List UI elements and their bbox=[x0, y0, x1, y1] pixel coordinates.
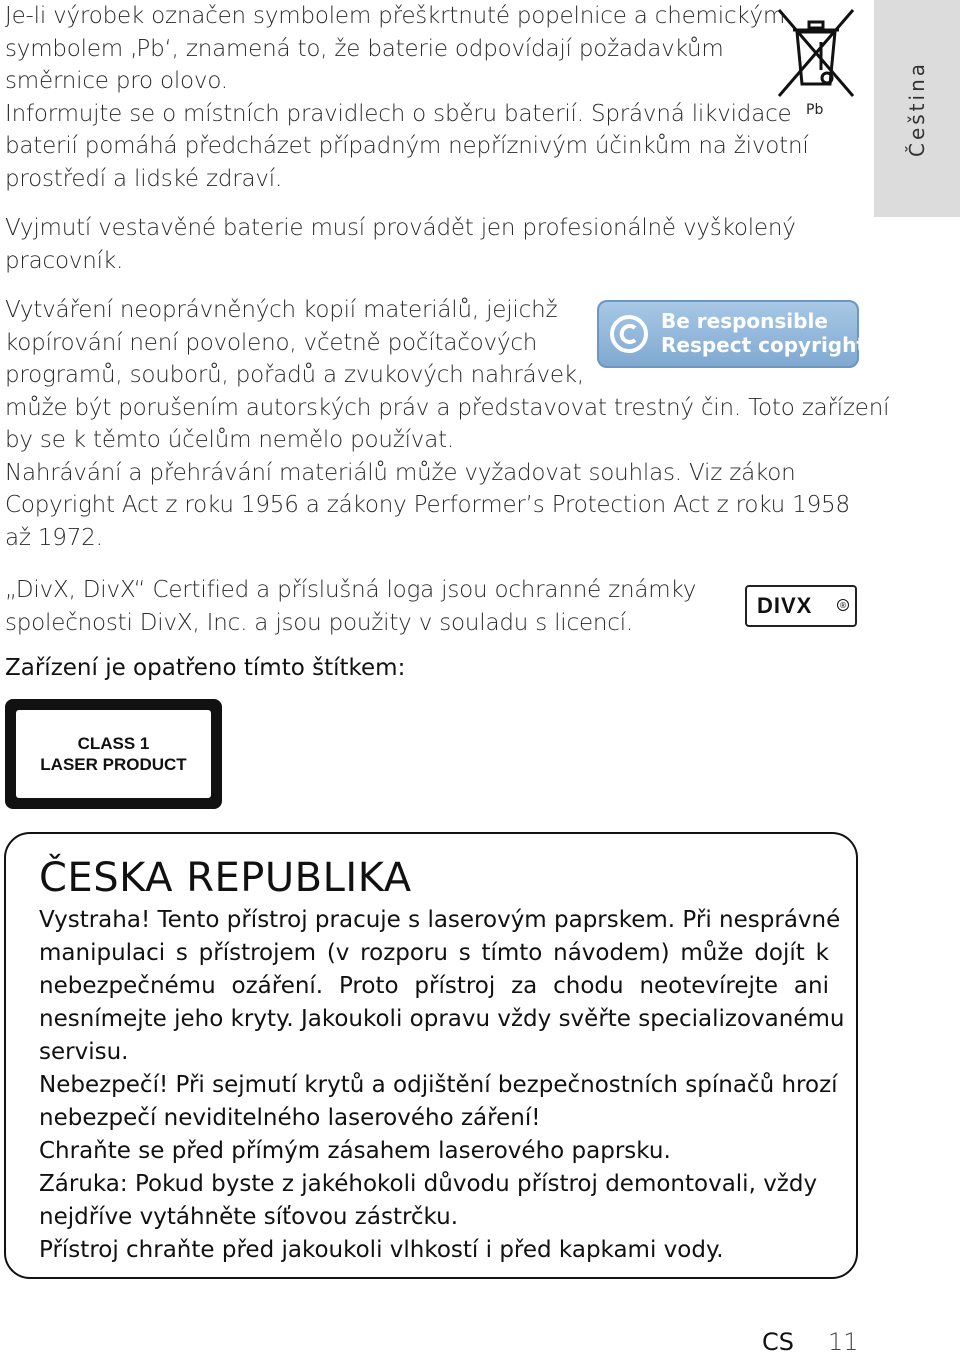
word: přístroj bbox=[414, 973, 496, 999]
copyright-line: kopírování není povoleno, včetně počítačových bbox=[5, 329, 538, 356]
pb-symbol-label: Pb bbox=[806, 102, 824, 118]
divx-paragraph bbox=[5, 574, 725, 639]
warning-line: Přístroj chraňte před jakoukoli vlhkostí i před kapkami vody. bbox=[39, 1237, 724, 1263]
recycling-line: směrnice pro olovo. bbox=[5, 68, 228, 94]
word: ani bbox=[793, 973, 829, 999]
copyright-circle-icon bbox=[609, 314, 649, 354]
recycling-line: Je-li výrobek označen symbolem přeškrtnuté popelnice a chemickým bbox=[5, 3, 786, 29]
laser-label-inner bbox=[16, 710, 211, 798]
badge-line-2: Respect copyrights bbox=[661, 333, 878, 357]
class1-laser-label bbox=[5, 699, 222, 809]
battery-note-line: Vyjmutí vestavěné baterie musí provádět jen profesionálně vyškolený bbox=[5, 215, 796, 241]
language-side-tab bbox=[874, 0, 960, 217]
recycling-line: Informujte se o místních pravidlech o sběru baterií. Správná likvidace bbox=[5, 100, 792, 127]
badge-line-1: Be responsible bbox=[661, 309, 828, 333]
copyright-line: může být porušením autorských práv a představovat trestný čin. Toto zařízení bbox=[5, 394, 890, 421]
recycling-line: prostředí a lidské zdraví. bbox=[5, 165, 283, 192]
word: s bbox=[175, 940, 188, 966]
divx-line: společnosti DivX, Inc. a jsou použity v souladu s licencí. bbox=[5, 609, 634, 636]
footer-page-number: 11 bbox=[828, 1328, 859, 1356]
word: k bbox=[815, 940, 829, 966]
battery-note-line: pracovník. bbox=[5, 247, 124, 274]
divx-line: „DivX, DivX“ Certified a příslušná loga jsou ochranné známky bbox=[5, 577, 697, 603]
copyright-line: Vytváření neoprávněných kopií materiálů, jejichž bbox=[5, 297, 558, 323]
word: přístrojem bbox=[198, 940, 317, 966]
divx-logo-text: DIVX bbox=[757, 593, 813, 618]
copyright-line: Nahrávání a přehrávání materiálů může vyžadovat souhlas. Viz zákon bbox=[5, 459, 796, 486]
warning-line: nebezpečí neviditelného laserového záření! bbox=[39, 1105, 541, 1131]
warning-text bbox=[39, 904, 845, 1267]
warning-line: servisu. bbox=[39, 1039, 129, 1065]
divx-logo bbox=[745, 585, 857, 627]
copyright-line: až 1972. bbox=[5, 524, 103, 551]
copyright-line: Copyright Act z roku 1956 a zákony Performer’s Protection Act z roku 1958 bbox=[5, 492, 850, 518]
word: nebezpečnému bbox=[39, 973, 216, 999]
battery-note-paragraph bbox=[5, 212, 796, 277]
word: chodu bbox=[553, 973, 624, 999]
warning-line: nesnímejte jeho kryty. Jakoukoli opravu vždy svěřte specializovanému bbox=[39, 1006, 845, 1032]
copyright-line: by se k těmto účelům nemělo používat. bbox=[5, 427, 455, 453]
copyright-line: programů, souborů, pořadů a zvukových nahrávek, bbox=[5, 362, 585, 388]
word: může bbox=[680, 940, 744, 966]
be-responsible-badge bbox=[597, 300, 878, 368]
warning-title: ČESKA REPUBLIKA bbox=[39, 855, 412, 901]
word: Proto bbox=[338, 973, 399, 999]
language-tab-label: Čeština bbox=[905, 60, 929, 157]
word: za bbox=[511, 973, 538, 999]
word: s bbox=[458, 940, 471, 966]
warning-line: Záruka: Pokud byste z jakéhokoli důvodu přístroj demontovali, vždy bbox=[39, 1171, 818, 1197]
footer-language-code: CS bbox=[762, 1328, 794, 1356]
word: manipulaci bbox=[39, 940, 166, 966]
word: (v bbox=[326, 940, 350, 966]
word: dojít bbox=[754, 940, 805, 966]
word: ozáření. bbox=[231, 973, 324, 999]
word: tímto bbox=[481, 940, 543, 966]
word: rozporu bbox=[360, 940, 448, 966]
warning-line bbox=[39, 970, 829, 1003]
label-heading: Zařízení je opatřeno tímto štítkem: bbox=[5, 655, 406, 681]
laser-label-line-2: LASER PRODUCT bbox=[40, 755, 187, 774]
word: návodem) bbox=[553, 940, 670, 966]
recycling-paragraph bbox=[5, 0, 809, 195]
registered-mark: ® bbox=[839, 601, 847, 610]
warning-line: Chraňte se před přímým zásahem laserového paprsku. bbox=[39, 1138, 671, 1164]
word: neotevírejte bbox=[639, 973, 779, 999]
crossed-out-bin-icon bbox=[775, 6, 857, 106]
laser-label-line-1: CLASS 1 bbox=[77, 734, 150, 753]
warning-line: nejdříve vytáhněte síťovou zástrčku. bbox=[39, 1204, 459, 1230]
warning-line: Nebezpečí! Při sejmutí krytů a odjištění bezpečnostních spínačů hrozí bbox=[39, 1072, 838, 1098]
recycling-line: symbolem ‚Pb‘, znamená to, že baterie odpovídají požadavkům bbox=[5, 35, 724, 62]
laser-warning-box bbox=[4, 832, 858, 1279]
warning-line bbox=[39, 937, 829, 970]
warning-line: Vystraha! Tento přístroj pracuje s laserovým paprskem. Při nesprávné bbox=[39, 907, 841, 933]
recycling-line: baterií pomáhá předcházet případným nepříznivým účinkům na životní bbox=[5, 133, 809, 159]
